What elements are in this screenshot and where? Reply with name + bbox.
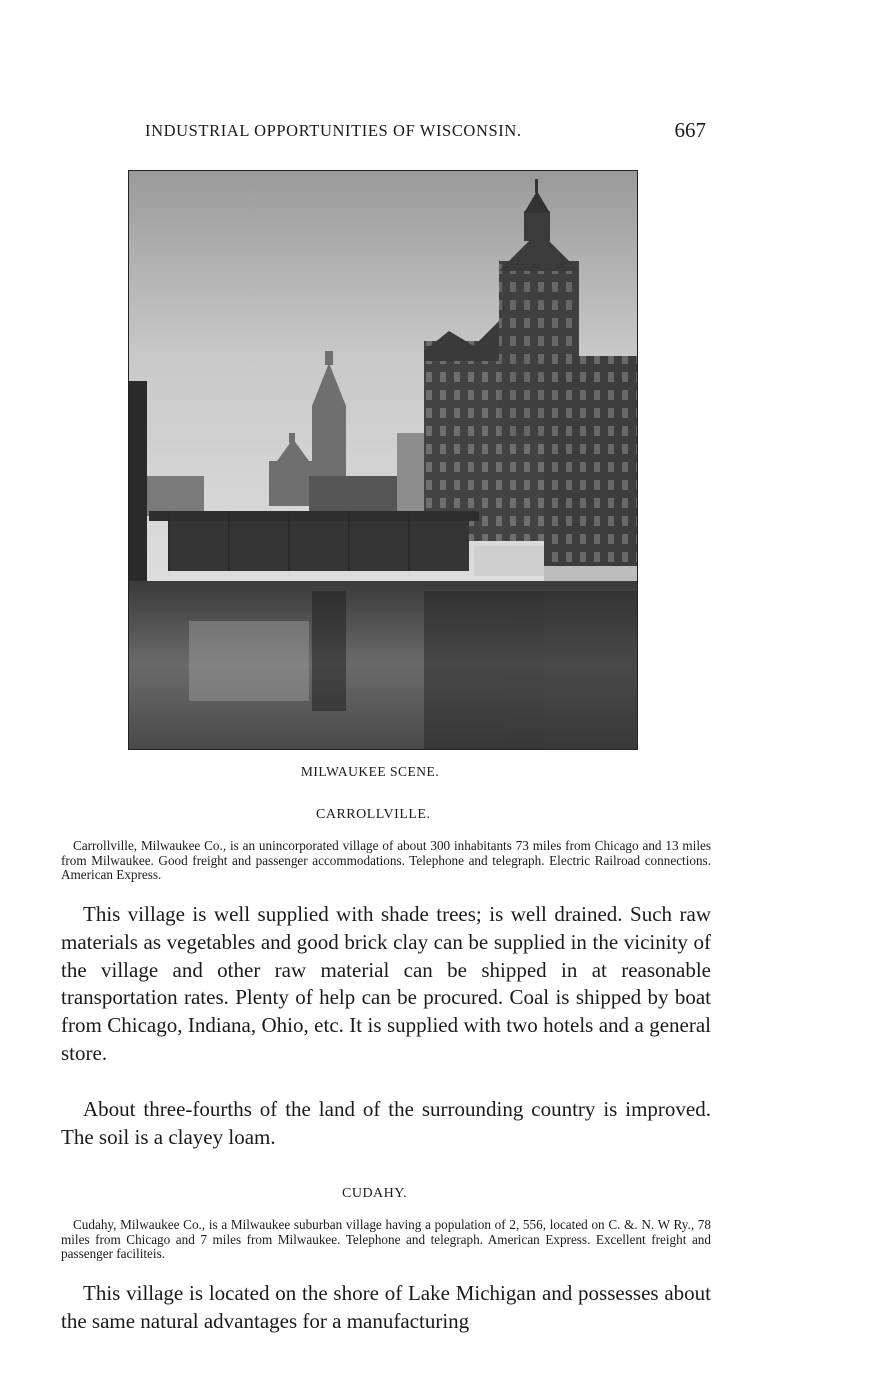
photo-caption: MILWAUKEE SCENE. xyxy=(300,764,440,779)
running-title: INDUSTRIAL OPPORTUNITIES OF WISCONSIN. xyxy=(145,121,522,140)
carrollville-summary: Carrollville, Milwaukee Co., is an unincorporated village of about 300 inhabitants 73 miles from Chicago and 13 miles from Milwaukee. Good freight and passenger accommodations. Telephone and telegraph. Electric Railroad connections. American Express. xyxy=(61,838,711,883)
cudahy-summary: Cudahy, Milwaukee Co., is a Milwaukee suburban village having a population of 2, 556, located on C. &. N. W Ry., 78 miles from Chicago and 7 miles from Milwaukee. Telephone and telegraph. American Express. Excellent freight and passenger faciliteis. xyxy=(61,1217,711,1262)
carrollville-paragraph-1: This village is well supplied with shade trees; is well drained. Such raw materials as vegetables and good brick clay can be supplied in the vicinity of the village and other raw material can be shipped in at reasonable transportation rates. Plenty of help can be procured. Coal is shipped by boat from Chicago, Indiana, Ohio, etc. It is supplied with two hotels and a general store. xyxy=(61,902,711,1065)
page-number: 667 xyxy=(674,118,706,142)
milwaukee-photograph xyxy=(128,170,638,750)
carrollville-paragraph-2: About three-fourths of the land of the surrounding country is improved. The soil is a clayey loam. xyxy=(61,1097,711,1149)
section-heading-cudahy: CUDAHY. xyxy=(342,1186,408,1201)
running-head xyxy=(145,118,710,144)
cudahy-paragraph-1: This village is located on the shore of Lake Michigan and possesses about the same natural advantages for a manufacturing xyxy=(61,1281,711,1333)
section-heading-carrollville: CARROLLVILLE. xyxy=(316,807,431,822)
